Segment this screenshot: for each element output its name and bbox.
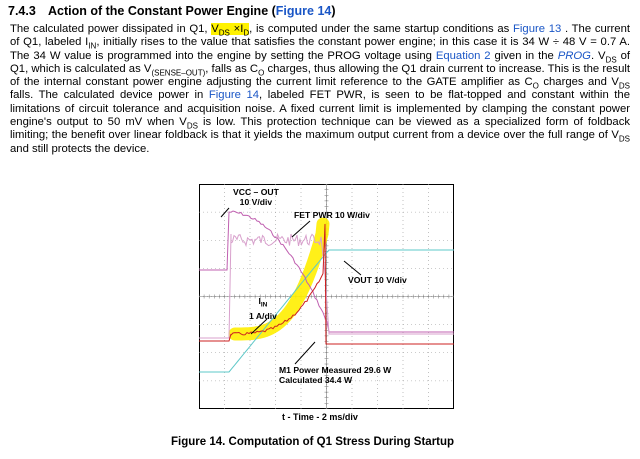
iin-label: [249, 296, 277, 311]
text-run: charges, thus allowing the Q1 drain current to increase. This is the result of the internal constant power engine adjusting the current limit reference to the GATE amplifier as C: [10, 62, 631, 89]
vcc-out-annotation: [233, 187, 279, 207]
subscript: O: [532, 81, 539, 91]
text-run: charges and V: [538, 76, 619, 89]
equation-2-link[interactable]: Equation 2: [435, 49, 491, 62]
subscript: O: [258, 68, 265, 78]
m1-power-annotation: [279, 365, 391, 385]
text-run: The calculated power dissipated in Q1,: [10, 23, 212, 35]
m1-measured: M1 Power Measured 29.6 W: [279, 365, 392, 375]
iin-main: I: [258, 296, 261, 306]
text-run: , falls as C: [205, 62, 259, 75]
text-run: . The current of Q1, labeled I: [10, 23, 630, 49]
text-run: of Q1, which is calculated as V: [10, 49, 630, 75]
formula-times: ×I: [229, 23, 244, 35]
iin-annotation: [249, 296, 277, 321]
section-title: Action of the Constant Power Engine (: [48, 4, 276, 18]
text-run: . V: [590, 49, 606, 62]
text-run: , labeled FET PWR, is seen to be flat-topped and constant within the limitations of circuit tolerance and acquisition noise. A fixed current limit is implemented by clamping the constant power engine's output to 50 mV when V: [10, 89, 630, 129]
formula-v: V: [211, 23, 219, 35]
subscript: DS: [186, 121, 198, 131]
highlighted-formula: [211, 23, 250, 38]
vcc-out-label: VCC – OUT: [233, 187, 279, 197]
prog-link[interactable]: PROG: [557, 49, 591, 62]
subscript: IN: [88, 41, 97, 51]
subscript: DS: [618, 134, 630, 144]
x-axis-label: t - Time - 2 ms/div: [282, 412, 358, 422]
figure-caption: Figure 14. Computation of Q1 Stress During Startup: [171, 436, 455, 448]
formula-i-sub: D: [243, 28, 250, 38]
text-run: , is computed under the same startup conditions as: [249, 23, 513, 35]
vcc-out-scale: 10 V/div: [239, 197, 273, 207]
section-heading: [8, 4, 336, 18]
figure-14-inline-link[interactable]: Figure 14: [208, 89, 260, 102]
subscript: (SENSE–OUT): [151, 68, 206, 78]
iin-scale: 1 A/div: [249, 310, 277, 321]
body-paragraph: [10, 23, 630, 156]
formula-v-sub: DS: [218, 28, 230, 38]
subscript: DS: [618, 81, 630, 91]
iin-sub: IN: [260, 301, 268, 309]
oscilloscope-figure: [199, 184, 454, 409]
text-run: and still protects the device.: [10, 142, 150, 155]
subscript: DS: [605, 54, 617, 64]
figure-13-link[interactable]: Figure 13: [513, 23, 562, 35]
figure-14-link[interactable]: Figure 14: [275, 4, 332, 18]
section-title-end: ): [331, 4, 336, 18]
m1-calculated: Calculated 34.4 W: [279, 375, 353, 385]
text-run: , initially rises to the value that satisfies the constant power engine; in this case it is 34 W ÷ 48 V = 0.7 A. The 34 W value is programmed into the engine by setting the PROG voltage using: [10, 36, 630, 62]
text-run: is low. This protection technique can be viewed as a specialized form of foldback limiting; the benefit over linear foldback is that it yields the maximum output current from a device over the full range of V: [10, 116, 630, 142]
fet-pwr-label: FET PWR 10 W/div: [294, 210, 370, 220]
vout-label: VOUT 10 V/div: [348, 275, 407, 285]
text-run: given in the: [490, 49, 558, 62]
section-number: 7.4.3: [8, 4, 36, 18]
text-run: falls. The calculated device power in: [10, 89, 209, 102]
